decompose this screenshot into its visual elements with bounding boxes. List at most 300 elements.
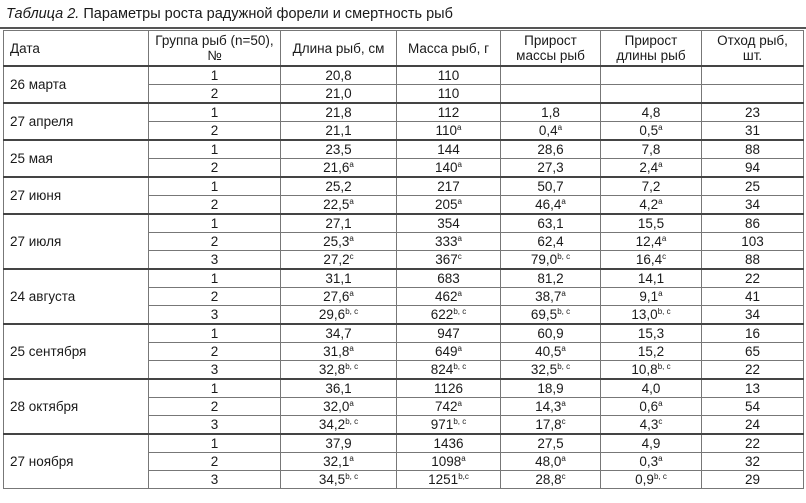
cell-mass-superscript: a [457, 343, 462, 353]
cell-mass-value: 742 [435, 398, 458, 414]
table-caption-label: Таблица 2. [6, 6, 80, 22]
cell-length-value: 21,6 [323, 159, 350, 175]
cell-loss: 41 [702, 288, 804, 306]
cell-loss: 13 [702, 379, 804, 398]
cell-mass-gain [501, 269, 601, 288]
cell-group: 2 [149, 398, 281, 416]
cell-mass-gain [501, 233, 601, 251]
cell-mass-gain [501, 288, 601, 306]
cell-length-gain-value: 14,1 [637, 270, 665, 286]
cell-length-gain-value: 13,0 [631, 306, 658, 322]
cell-mass-gain-value: 60,9 [537, 325, 564, 341]
cell-date: 25 сентября [4, 324, 149, 379]
cell-mass-value: 683 [437, 270, 460, 286]
cell-mass [397, 140, 501, 159]
cell-mass-superscript: a [457, 122, 462, 132]
cell-length-gain-value: 4,3 [639, 416, 659, 432]
cell-length [281, 416, 397, 435]
cell-mass [397, 361, 501, 380]
cell-mass-gain-value: 28,6 [537, 141, 564, 157]
cell-length-gain [601, 324, 702, 343]
cell-mass [397, 196, 501, 215]
cell-mass-value: 367 [435, 251, 458, 267]
cell-length-superscript: a [349, 453, 354, 463]
cell-length-gain [601, 269, 702, 288]
cell-mass-gain-value: 81,2 [537, 270, 564, 286]
cell-loss: 34 [702, 196, 804, 215]
cell-mass-gain-value: 38,7 [535, 288, 562, 304]
cell-length-superscript: a [349, 288, 354, 298]
cell-group: 1 [149, 324, 281, 343]
cell-length-value: 21,0 [325, 85, 352, 101]
cell-length-value: 32,0 [323, 398, 350, 414]
cell-length-gain-value: 4,0 [641, 380, 661, 396]
cell-length [281, 103, 397, 122]
cell-mass-gain-superscript: a [561, 398, 566, 408]
cell-loss: 23 [702, 103, 804, 122]
cell-length-gain-superscript: a [658, 453, 663, 463]
cell-mass-gain-superscript: c [561, 471, 566, 481]
table-caption-text: Параметры роста радужной форели и смертность рыб [83, 6, 453, 22]
cell-length-superscript: a [349, 398, 354, 408]
cell-length-gain [601, 398, 702, 416]
cell-mass [397, 471, 501, 489]
cell-group: 3 [149, 251, 281, 270]
cell-length-value: 21,8 [325, 104, 352, 120]
cell-length-gain [601, 288, 702, 306]
caption-divider [0, 27, 806, 29]
cell-mass-gain-value: 32,5 [530, 361, 558, 377]
cell-mass-superscript: b, c [453, 306, 467, 316]
cell-group: 2 [149, 85, 281, 104]
cell-length-gain [601, 343, 702, 361]
cell-length [281, 324, 397, 343]
cell-length-gain-value: 0,5 [639, 122, 659, 138]
cell-length-gain [601, 416, 702, 435]
header-date: Дата [4, 31, 149, 67]
cell-mass [397, 434, 501, 453]
cell-length-gain-superscript: a [658, 288, 663, 298]
cell-loss: 25 [702, 177, 804, 196]
cell-mass-gain-superscript: a [557, 122, 563, 132]
cell-loss: 88 [702, 251, 804, 270]
cell-group: 2 [149, 288, 281, 306]
cell-loss: 54 [702, 398, 804, 416]
cell-mass-value: 1098 [431, 453, 462, 469]
cell-group: 1 [149, 103, 281, 122]
cell-length-gain-value: 4,8 [641, 104, 661, 120]
cell-length-gain [601, 122, 702, 141]
cell-mass-gain [501, 416, 601, 435]
header-mass: Масса рыб, г [397, 31, 501, 67]
cell-group: 2 [149, 159, 281, 178]
cell-length-gain [601, 306, 702, 325]
cell-length-value: 32,1 [323, 453, 350, 469]
cell-length-gain-superscript: a [658, 122, 663, 132]
cell-length-value: 32,8 [318, 361, 346, 377]
cell-group: 1 [149, 269, 281, 288]
cell-mass-superscript: a [457, 233, 462, 243]
cell-group: 1 [149, 379, 281, 398]
cell-length-gain-value: 10,8 [631, 361, 658, 377]
cell-mass-gain [501, 361, 601, 380]
cell-mass-gain-value: 28,8 [535, 471, 562, 487]
cell-date: 26 марта [4, 66, 149, 103]
cell-mass-superscript: b,c [458, 471, 469, 481]
cell-loss: 22 [702, 269, 804, 288]
header-length: Длина рыб, см [281, 31, 397, 67]
cell-mass-gain-value: 27,3 [537, 159, 564, 175]
cell-length-gain-value: 2,4 [639, 159, 659, 175]
cell-mass-gain [501, 343, 601, 361]
table-row [4, 140, 804, 159]
cell-length [281, 214, 397, 233]
cell-length [281, 343, 397, 361]
cell-length-gain [601, 434, 702, 453]
cell-loss: 32 [702, 453, 804, 471]
cell-mass-value: 354 [437, 215, 460, 231]
cell-length-gain [601, 233, 702, 251]
cell-length-value: 36,1 [325, 380, 352, 396]
cell-loss: 22 [702, 361, 804, 380]
table-row [4, 66, 804, 85]
cell-group: 1 [149, 140, 281, 159]
cell-length-value: 34,2 [318, 416, 346, 432]
cell-length [281, 453, 397, 471]
cell-length-gain-value: 15,5 [637, 215, 665, 231]
cell-mass-value: 112 [437, 104, 460, 120]
cell-mass-superscript: b, c [453, 361, 467, 371]
cell-mass-value: 462 [435, 288, 458, 304]
table-row [4, 177, 804, 196]
cell-mass-value: 333 [435, 233, 458, 249]
cell-mass-gain-value: 79,0 [530, 251, 558, 267]
header-mass-gain: Прирост массы рыб [501, 31, 601, 67]
cell-mass-gain [501, 122, 601, 141]
cell-length-gain [601, 103, 702, 122]
cell-date: 27 июня [4, 177, 149, 214]
cell-mass-gain-value: 46,4 [535, 196, 562, 212]
cell-mass [397, 122, 501, 141]
cell-mass-gain-value: 18,9 [537, 380, 564, 396]
cell-length-value: 27,2 [323, 251, 350, 267]
cell-group: 2 [149, 122, 281, 141]
cell-length-superscript: a [349, 343, 354, 353]
cell-loss: 86 [702, 214, 804, 233]
cell-length [281, 471, 397, 489]
cell-length [281, 233, 397, 251]
cell-mass-value: 649 [435, 343, 458, 359]
cell-mass-gain-value: 1,8 [541, 104, 560, 120]
cell-length [281, 306, 397, 325]
cell-length-gain-superscript: c [662, 251, 667, 261]
cell-group: 2 [149, 453, 281, 471]
cell-length-gain-value: 16,4 [635, 251, 663, 267]
cell-mass-superscript: a [457, 288, 462, 298]
cell-length-superscript: b, c [345, 306, 359, 316]
cell-length-gain-superscript: c [658, 416, 663, 426]
cell-length [281, 159, 397, 178]
cell-mass [397, 288, 501, 306]
cell-length-gain-value: 7,2 [641, 178, 661, 194]
cell-mass-value: 824 [430, 361, 454, 377]
table-row [4, 214, 804, 233]
table-row [4, 324, 804, 343]
cell-mass-value: 217 [437, 178, 460, 194]
cell-group: 3 [149, 361, 281, 380]
cell-mass-gain-value: 17,8 [535, 416, 562, 432]
cell-mass-gain-superscript: a [561, 288, 566, 298]
cell-loss: 94 [702, 159, 804, 178]
cell-date: 24 августа [4, 269, 149, 324]
cell-mass-superscript: a [457, 159, 462, 169]
cell-mass [397, 177, 501, 196]
cell-length-value: 23,5 [325, 141, 352, 157]
cell-mass-gain-superscript: b, c [557, 251, 571, 261]
cell-length-gain-value: 15,2 [637, 343, 665, 359]
cell-mass-gain-superscript: a [561, 343, 566, 353]
cell-mass [397, 343, 501, 361]
cell-length [281, 398, 397, 416]
cell-length-superscript: b, c [345, 361, 359, 371]
cell-length-gain [601, 214, 702, 233]
cell-group: 2 [149, 233, 281, 251]
cell-mass-gain-value: 50,7 [537, 178, 564, 194]
cell-mass-gain [501, 434, 601, 453]
cell-mass-gain [501, 306, 601, 325]
cell-length-value: 25,3 [323, 233, 350, 249]
cell-length-gain-superscript: b, c [657, 306, 671, 316]
table-body [4, 66, 804, 489]
header-group: Группа рыб (n=50), № [149, 31, 281, 67]
cell-length-gain-superscript: b, c [657, 361, 671, 371]
cell-date: 27 апреля [4, 103, 149, 140]
cell-date: 27 ноября [4, 434, 149, 489]
cell-length-gain-superscript: a [661, 233, 667, 243]
table-row [4, 434, 804, 453]
cell-mass-gain-superscript: c [561, 416, 566, 426]
cell-loss: 24 [702, 416, 804, 435]
cell-date: 25 мая [4, 140, 149, 177]
cell-length-value: 31,1 [325, 270, 352, 286]
cell-mass-gain-superscript: a [561, 196, 566, 206]
cell-mass-gain-value: 69,5 [530, 306, 558, 322]
cell-group: 1 [149, 214, 281, 233]
cell-length-gain-value: 9,1 [639, 288, 659, 304]
cell-mass-value: 144 [437, 141, 460, 157]
cell-length-gain-superscript: a [658, 196, 663, 206]
cell-length-value: 34,5 [318, 471, 346, 487]
cell-mass-gain-value: 62,4 [537, 233, 564, 249]
cell-mass-gain-value: 63,1 [537, 215, 564, 231]
cell-loss: 16 [702, 324, 804, 343]
cell-mass-gain [501, 159, 601, 178]
table-caption [6, 3, 453, 26]
cell-mass-value: 110 [437, 85, 460, 101]
cell-mass-superscript: a [457, 398, 462, 408]
cell-mass-superscript: a [457, 196, 462, 206]
cell-mass-value: 1126 [433, 380, 464, 396]
cell-mass [397, 233, 501, 251]
cell-mass-gain [501, 177, 601, 196]
cell-mass-gain [501, 471, 601, 489]
cell-length [281, 177, 397, 196]
cell-length-gain-value: 7,8 [641, 141, 661, 157]
cell-mass-gain [501, 66, 601, 85]
cell-loss: 22 [702, 434, 804, 453]
cell-date: 28 октября [4, 379, 149, 434]
cell-length-gain-value: 15,3 [637, 325, 665, 341]
cell-mass-gain [501, 85, 601, 104]
cell-mass-gain-value: 14,3 [535, 398, 562, 414]
cell-mass-gain-value: 48,0 [535, 453, 562, 469]
cell-length-value: 27,1 [325, 215, 352, 231]
cell-mass-value: 140 [435, 159, 458, 175]
cell-mass-gain [501, 379, 601, 398]
cell-mass [397, 66, 501, 85]
cell-mass-gain [501, 103, 601, 122]
cell-group: 2 [149, 343, 281, 361]
cell-mass-value: 622 [430, 306, 454, 322]
cell-mass-gain-value: 40,5 [535, 343, 562, 359]
cell-length-value: 37,9 [325, 435, 352, 451]
cell-length [281, 269, 397, 288]
cell-group: 3 [149, 416, 281, 435]
cell-length-gain [601, 66, 702, 85]
cell-length-value: 25,2 [325, 178, 352, 194]
cell-group: 1 [149, 66, 281, 85]
cell-mass-value: 205 [435, 196, 458, 212]
cell-length [281, 196, 397, 215]
cell-mass-gain-superscript: b, c [557, 361, 571, 371]
cell-mass [397, 85, 501, 104]
cell-mass [397, 214, 501, 233]
header-loss: Отход рыб, шт. [702, 31, 804, 67]
cell-length-superscript: c [349, 251, 354, 261]
cell-mass-gain [501, 453, 601, 471]
cell-mass-value: 110 [437, 67, 460, 83]
cell-mass-gain-value: 27,5 [537, 435, 564, 451]
cell-loss: 88 [702, 140, 804, 159]
cell-group: 3 [149, 471, 281, 489]
cell-length [281, 251, 397, 270]
cell-length [281, 122, 397, 141]
cell-length-superscript: b, c [345, 416, 359, 426]
cell-length-gain-value: 0,6 [639, 398, 659, 414]
cell-length-gain [601, 85, 702, 104]
cell-date: 27 июля [4, 214, 149, 269]
table-row [4, 269, 804, 288]
cell-length [281, 140, 397, 159]
cell-mass [397, 453, 501, 471]
cell-length-gain [601, 471, 702, 489]
cell-mass-value: 1436 [433, 435, 464, 451]
cell-loss: 103 [702, 233, 804, 251]
cell-mass-gain-value: 0,4 [538, 122, 558, 138]
cell-length-gain-value: 0,3 [639, 453, 659, 469]
cell-mass-value: 971 [430, 416, 454, 432]
cell-mass-gain [501, 214, 601, 233]
cell-mass-value: 110 [435, 122, 458, 138]
cell-length [281, 434, 397, 453]
cell-loss: 29 [702, 471, 804, 489]
cell-group: 1 [149, 434, 281, 453]
cell-loss: 65 [702, 343, 804, 361]
cell-length-gain [601, 251, 702, 270]
cell-length-gain [601, 361, 702, 380]
cell-mass-superscript: b, c [453, 416, 467, 426]
cell-mass-gain-superscript: a [561, 453, 566, 463]
cell-mass [397, 379, 501, 398]
cell-mass-gain-superscript: b, c [557, 306, 571, 316]
cell-group: 3 [149, 306, 281, 325]
cell-mass-gain [501, 196, 601, 215]
cell-length-gain-superscript: a [658, 159, 663, 169]
cell-length-value: 20,8 [325, 67, 352, 83]
cell-mass-value: 947 [437, 325, 460, 341]
cell-length-value: 29,6 [318, 306, 346, 322]
table-row [4, 103, 804, 122]
table-header-row [4, 31, 804, 67]
cell-mass-gain [501, 140, 601, 159]
cell-length [281, 85, 397, 104]
growth-table [3, 30, 804, 489]
table-row [4, 379, 804, 398]
cell-length-value: 31,8 [323, 343, 350, 359]
cell-length-gain-value: 4,2 [639, 196, 659, 212]
cell-loss [702, 85, 804, 104]
cell-mass [397, 103, 501, 122]
cell-mass-gain [501, 324, 601, 343]
cell-group: 2 [149, 196, 281, 215]
cell-length-superscript: a [349, 196, 354, 206]
cell-length-value: 34,7 [325, 325, 352, 341]
cell-length-value: 21,1 [325, 122, 352, 138]
cell-length-gain [601, 453, 702, 471]
cell-length-gain-value: 0,9 [635, 471, 654, 487]
cell-mass [397, 416, 501, 435]
cell-length-value: 27,6 [323, 288, 350, 304]
cell-length-value: 22,5 [323, 196, 350, 212]
cell-mass [397, 306, 501, 325]
cell-group: 1 [149, 177, 281, 196]
header-length-gain: Прирост длины рыб [601, 31, 702, 67]
cell-mass-gain [501, 398, 601, 416]
cell-loss [702, 66, 804, 85]
cell-length-gain [601, 177, 702, 196]
cell-length-gain [601, 379, 702, 398]
cell-length-gain [601, 159, 702, 178]
cell-length [281, 379, 397, 398]
cell-mass-superscript: c [457, 251, 462, 261]
cell-loss: 34 [702, 306, 804, 325]
cell-length-superscript: a [349, 159, 354, 169]
cell-length-superscript: a [349, 233, 354, 243]
cell-mass [397, 324, 501, 343]
cell-length-gain-superscript: a [658, 398, 663, 408]
cell-mass-superscript: a [461, 453, 466, 463]
cell-length [281, 361, 397, 380]
cell-mass-gain [501, 251, 601, 270]
cell-loss: 31 [702, 122, 804, 141]
cell-length [281, 66, 397, 85]
cell-length-gain [601, 140, 702, 159]
cell-length-gain-value: 12,4 [635, 233, 662, 249]
cell-mass [397, 269, 501, 288]
cell-mass [397, 251, 501, 270]
cell-length-superscript: b, c [345, 471, 359, 481]
cell-length [281, 288, 397, 306]
